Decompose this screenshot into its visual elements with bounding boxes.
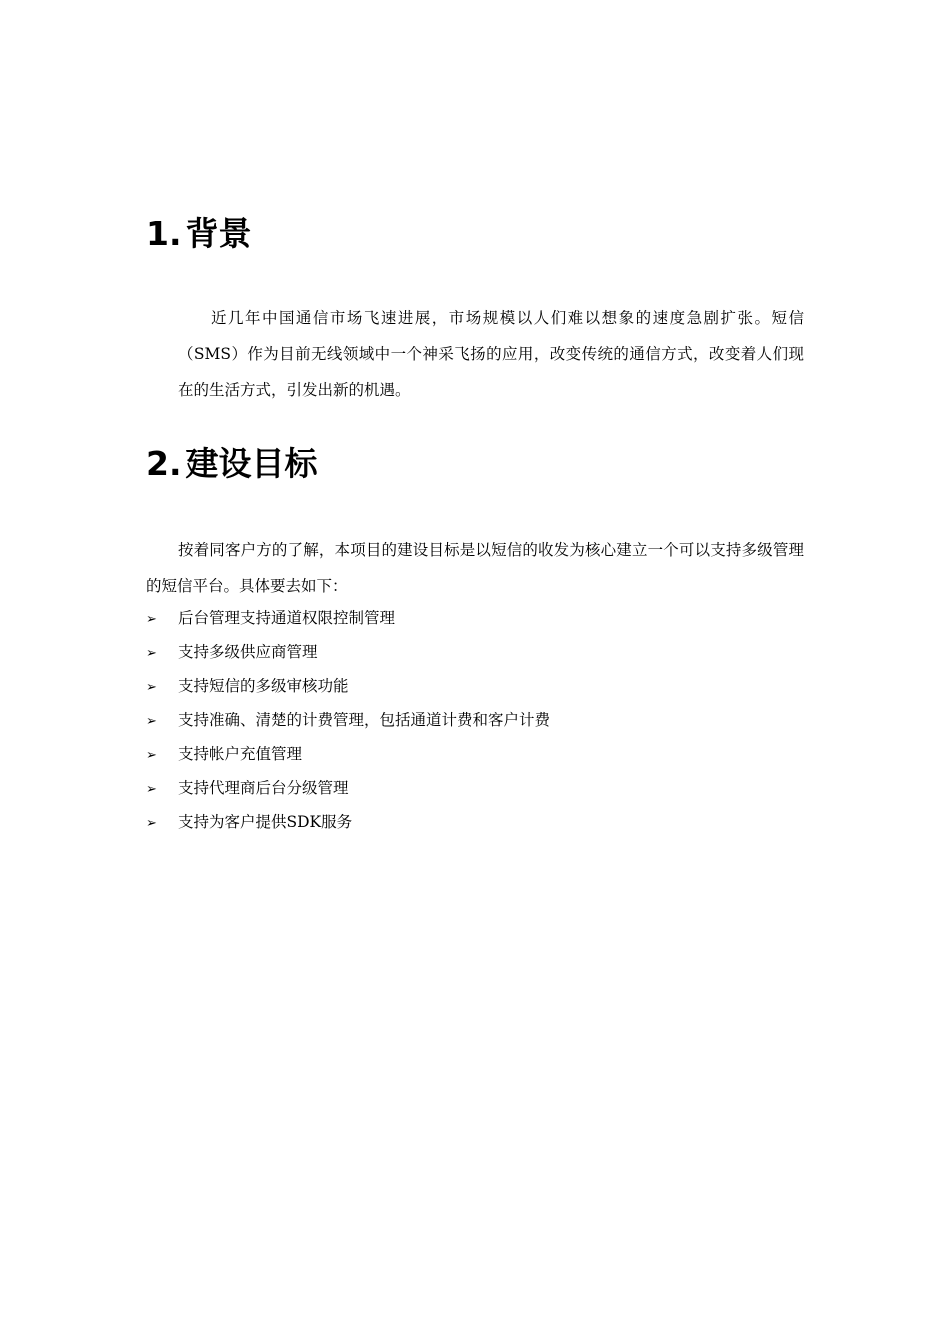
arrow-bullet-icon: ➢ bbox=[146, 646, 157, 661]
list-item bbox=[146, 601, 550, 635]
list-item-text: 支持为客户提供SDK服务 bbox=[178, 813, 353, 831]
arrow-bullet-icon: ➢ bbox=[146, 612, 157, 627]
arrow-bullet-icon: ➢ bbox=[146, 714, 157, 729]
list-item-text: 支持多级供应商管理 bbox=[178, 643, 318, 661]
list-item bbox=[146, 669, 550, 703]
list-item-text: 支持准确、清楚的计费管理，包括通道计费和客户计费 bbox=[178, 711, 551, 729]
arrow-bullet-icon: ➢ bbox=[146, 748, 157, 763]
section-number: 2. bbox=[146, 444, 182, 483]
list-item-text: 后台管理支持通道权限控制管理 bbox=[178, 609, 396, 627]
list-item bbox=[146, 703, 550, 737]
section-heading-background bbox=[146, 214, 252, 254]
list-item-text: 支持短信的多级审核功能 bbox=[178, 677, 349, 695]
goals-bullet-list bbox=[146, 601, 550, 839]
section-title: 背景 bbox=[185, 214, 252, 253]
list-item bbox=[146, 771, 550, 805]
section-number: 1. bbox=[146, 214, 182, 253]
list-item bbox=[146, 737, 550, 771]
list-item-text: 支持代理商后台分级管理 bbox=[178, 779, 349, 797]
arrow-bullet-icon: ➢ bbox=[146, 782, 157, 797]
goals-paragraph: 按着同客户方的了解，本项目的建设目标是以短信的收发为核心建立一个可以支持多级管理的短信平台。具体要去如下： bbox=[146, 541, 804, 595]
list-item bbox=[146, 635, 550, 669]
section-heading-goals bbox=[146, 444, 318, 484]
arrow-bullet-icon: ➢ bbox=[146, 680, 157, 695]
list-item bbox=[146, 805, 550, 839]
background-paragraph: 近几年中国通信市场飞速进展，市场规模以人们难以想象的速度急剧扩张。短信（SMS）作为目前无线领域中一个神采飞扬的应用，改变传统的通信方式，改变着人们现在的生活方式，引发出新的机遇。 bbox=[178, 309, 804, 399]
list-item-text: 支持帐户充值管理 bbox=[178, 745, 303, 763]
arrow-bullet-icon: ➢ bbox=[146, 816, 157, 831]
section-title: 建设目标 bbox=[185, 444, 318, 483]
